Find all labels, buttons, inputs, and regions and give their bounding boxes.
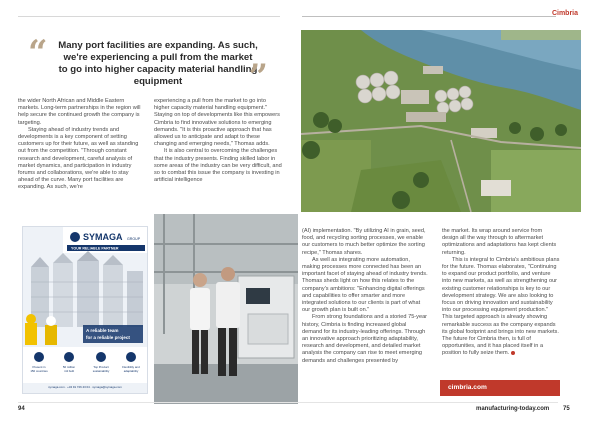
ad-icon-label: Top Product bbox=[93, 365, 109, 369]
text-column-4 bbox=[442, 228, 560, 358]
text-column-3 bbox=[302, 228, 428, 365]
header-rule-right bbox=[302, 16, 556, 17]
pull-quote bbox=[28, 33, 274, 97]
paragraph: As well as integrating more automation, making processes more connected has been an important facet of staying ahead of industry trends. Thomas sheds light on how this relates to the company's ambitions: "Enhancing digital offerings and capabilities to offer smarter and more integrated solutions to our clients is part of what our growth plan is built on." bbox=[302, 256, 428, 314]
ad-slogan-line1: A reliable team bbox=[86, 328, 119, 333]
end-mark-icon bbox=[511, 351, 515, 355]
paragraph: It is also central to overcoming the challenges that the industry presents. Finding skilled labor in some areas of the industry can be very difficult, and so to combat this issue the company is investing in artificial intelligence bbox=[154, 148, 282, 184]
paragraph: the market. Its wrap around service from design all the way through to aftermarket optimizations and adaptations has kept clients returning. bbox=[442, 228, 557, 256]
open-quote-icon: “ bbox=[28, 33, 48, 73]
text-column-1 bbox=[18, 98, 142, 192]
header-rule-left bbox=[18, 16, 280, 17]
paragraph-text: This is integral to Cimbria's ambitious plans for the future. Thomas elaborates, "Continuing to expand our product portfolio, and venture into new markets, as well as strengthening our existing customer relationships is key to our development strategy. We are also looking to focus on driving innovation and sustainability into our processing equipment production." This targeted approach is already showing remarkable success as the company expands its global footprint and brings into new markets. The future for Cimbria then, is full of opportunities, and it has placed itself in a position to fully seize them. bbox=[442, 256, 560, 357]
ad-icon-label: 50 million bbox=[62, 365, 76, 369]
ad-slogan-line2: for a reliable project bbox=[86, 335, 130, 340]
website-banner[interactable] bbox=[440, 380, 560, 396]
ad-icon-label: 150 countries bbox=[30, 369, 48, 373]
aerial-port-photo bbox=[301, 30, 581, 212]
ad-icon-label: sustainability bbox=[92, 369, 110, 373]
ad-icon-label: Flexibility and bbox=[122, 365, 140, 369]
ad-logo: SYMAGA bbox=[83, 232, 123, 242]
brand-header: Cimbria bbox=[551, 10, 578, 17]
paragraph: Staying ahead of industry trends and developments is a key component of setting customers up for their future, as well as standing out from the competition. "Through constant research and development, careful analysis of market dynamics, and participation in industry forums and collaborations, we're able to stay ahead of the curve. Many port facilities are expanding. As such, we're bbox=[18, 126, 139, 191]
footer-site[interactable]: manufacturing-today.com bbox=[476, 406, 550, 412]
ad-icon-label: m3 built bbox=[63, 369, 75, 373]
symaga-logo-icon bbox=[70, 232, 80, 242]
pull-quote-text: Many port facilities are expanding. As such, we're experiencing a pull from the market to go into higher capacity material handling equipment bbox=[58, 40, 258, 87]
text-column-2 bbox=[154, 98, 282, 184]
ad-contact: symaga.com · +34 91 726 43 04 · symaga@symaga.com bbox=[48, 385, 122, 389]
factory-workers-photo bbox=[154, 214, 298, 404]
ad-tagline: YOUR RELIABLE PARTNER bbox=[71, 246, 119, 251]
globe-icon bbox=[34, 352, 44, 362]
page-number-right: 75 bbox=[563, 406, 570, 412]
ad-icon-label: adaptability bbox=[123, 369, 139, 373]
paragraph: the wider North African and Middle Eastern markets. Long-term partnerships in the region will help secure the continued growth the company is targeting. bbox=[18, 98, 141, 126]
silo-icon bbox=[64, 352, 74, 362]
website-banner-link[interactable]: cimbria.com bbox=[448, 384, 487, 391]
symaga-advertisement[interactable] bbox=[22, 226, 148, 394]
paragraph: experiencing a pull from the market to go into higher capacity material handling equipment." Staying on top of developments like this empowers Cimbria to find innovative solutions to emerging demands. "It is this proactive approach that has allowed us to anticipate and adapt to these changing and emerging needs," Thomas adds. bbox=[154, 98, 280, 148]
footer-rule bbox=[18, 402, 558, 403]
gear-icon bbox=[126, 352, 136, 362]
ad-icon-label: Present in bbox=[32, 365, 46, 369]
ad-logo-sub: GROUP bbox=[127, 237, 141, 241]
paragraph: From strong foundations and a storied 75-year history, Cimbria is finding increased global demand for its industry-leading offerings. Through an innovative approach prioritizing adaptability, research and development, and detailed market analysis the company can rise to meet emerging demands and challenges presented by bbox=[302, 314, 428, 364]
close-quote-icon: ” bbox=[248, 57, 268, 97]
leaf-icon bbox=[96, 352, 106, 362]
page-number-left: 94 bbox=[18, 406, 25, 412]
paragraph: (AI) implementation. "By utilizing AI in grain, seed, food, and recycling sorting processes, we enable our customers to much better optimize the sorting recipe," Thomas shares. bbox=[302, 228, 426, 256]
paragraph bbox=[442, 257, 560, 358]
